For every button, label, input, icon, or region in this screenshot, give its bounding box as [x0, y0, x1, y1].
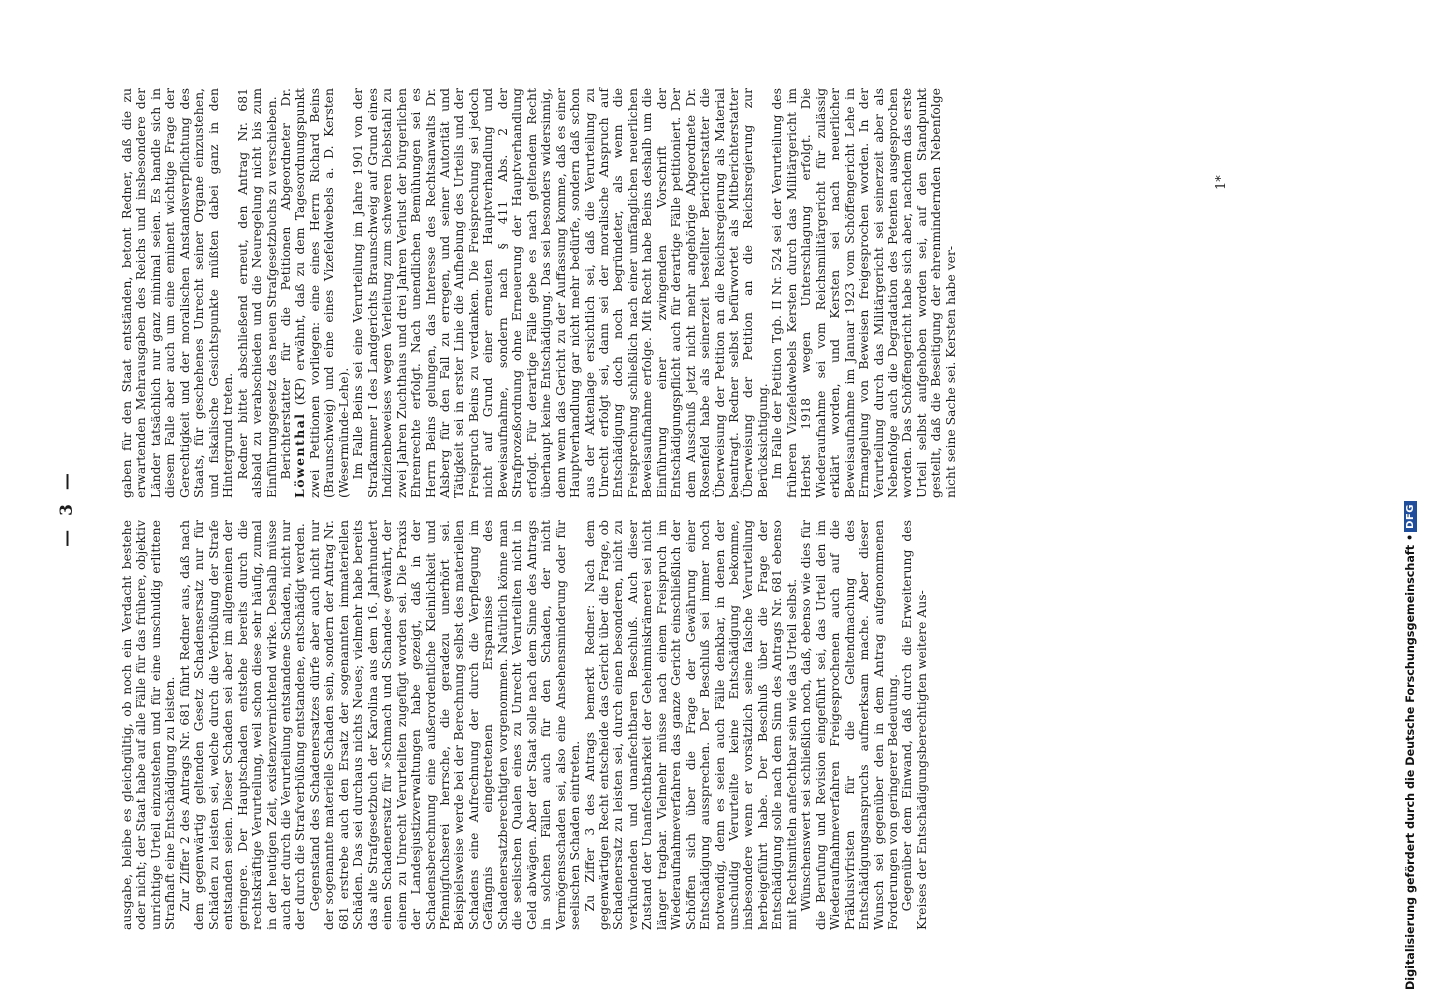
paragraph-intro: Berichterstatter für die Petitionen Abgeordneter Dr.: [277, 88, 293, 480]
paragraph: Zu Ziffer 3 des Antrags bemerkt Redner: Nach dem gegenwärtigen Recht entscheide das Gericht über die Frage, ob Schadenersatz zu leisten sei, durch einen besonderen, nicht zu verkündenden und unanfechtbaren Beschluß. Auch dieser Zustand der Unanfechtbarkeit der Geheimniskrämerei sei nicht länger tragbar. Vielmehr müsse nach einem Freispruch im Wiederaufnahmeverfahren das ganze Gericht einschließlich der Schöffen sich über die Frage der Gewährung einer Entschädigung aussprechen. Der Beschluß sei immer noch notwendig, denn es seien auch Fälle denkbar, in denen der unschuldig Verurteilte keine Entschädigung bekomme, insbesondere wenn er vorsätzlich seine falsche Verurteilung herbeigeführt habe. Der Beschluß über die Frage der Entschädigung solle nach dem Sinn des Antrags Nr. 681 ebenso mit Rechtsmitteln anfechtbar sein wie das Urteil selbst.: [581, 520, 799, 930]
header-dash-left: —: [57, 529, 77, 547]
speaker-name: Löwenthal: [292, 412, 308, 498]
page-number: 3: [57, 504, 77, 516]
left-column: [120, 520, 929, 930]
document-page: [50, 90, 1300, 930]
paragraph: Im Falle Beins sei eine Verurteilung im Jahre 1901 von der Strafkammer I des Landgerichts Braunschweig auf Grund eines Indizienbeweises wegen Verleitung zum schweren Diebstahl zu zwei Jahren Zuchthaus und drei Jahren Verlust der bürgerlichen Ehrenrechte erfolgt. Nach unendlichen Bemühungen sei es Herrn Beins gelungen, das Interesse des Rechtsanwalts Dr. Alsberg für den Fall zu erregen, und seiner Autorität und Tätigkeit sei in erster Linie die Aufhebung des Urteils und der Freispruch Beins zu verdanken. Die Freisprechung sei jedoch nicht auf Grund einer erneuten Hauptverhandlung und Beweisaufnahme, sondern nach § 411 Abs. 2 der Strafprozeßordnung ohne Erneuerung der Hauptverhandlung erfolgt. Für derartige Fälle gebe es nach geltendem Recht überhaupt keine Entschädigung. Das sei besonders widersinnig, denn wenn das Gericht zu der Auffassung komme, daß es einer Hauptverhandlung gar nicht mehr bedürfe, sondern daß schon aus der Aktenlage ersichtlich sei, daß die Verurteilung zu Unrecht erfolgt sei, dann sei der moralische Anspruch auf Entschädigung doch noch begründeter, als wenn die Freisprechung schließlich nach einer umfänglichen neuerlichen Beweisaufnahme erfolge. Mit Recht habe Beins deshalb um die Einführung einer zwingenden Vorschrift der Entschädigungspflicht auch für derartige Fälle petitioniert. Der dem Ausschuß jetzt nicht mehr angehörige Abgeordnete Dr. Rosenfeld habe als seinerzeit bestellter Berichterstatter die Überweisung der Petition an die Reichsregierung als Material beantragt. Redner selbst befürwortet als Mitberichterstatter Überweisung der Petition an die Reichsregierung zur Berücksichtigung.: [350, 88, 770, 498]
digitization-notice: [1404, 501, 1417, 990]
paragraph: [279, 88, 351, 498]
header-dash-right: —: [57, 473, 77, 491]
paragraph: Gegenüber dem Einwand, daß durch die Erweiterung des Kreises der Entschädigungsberechtigten weitere Aus-: [899, 520, 929, 930]
dfg-logo: DFG: [1404, 501, 1417, 532]
paragraph-rest: (KP) erwähnt, daß zu dem Tagesordnungspunkt zwei Petitionen vorliegen: eine eines Herrn Richard Beins (Braunschweig) und eine eines Vizefeldwebels a. D. Kersten (Wesermünde-Lehe).: [292, 88, 351, 498]
paragraph: Zur Ziffer 2 des Antrags Nr. 681 führt Redner aus, daß nach dem gegenwärtig geltenden Gesetz Schadensersatz nur für Schäden zu leisten sei, welche durch die Verbüßung der Strafe entstanden seien. Dieser Schaden sei aber im allgemeinen der geringere. Der Hauptschaden entstehe bereits durch die rechtskräftige Verurteilung, weil schon diese sehr häufig, zumal in der heutigen Zeit, existenzvernichtend wirke. Deshalb müsse auch der durch die Verurteilung entstandene Schaden, nicht nur der durch die Strafverbüßung entstandene, entschädigt werden.: [176, 520, 308, 930]
digitization-text: Digitalisierung gefördert durch die Deutsche Forschungsgemeinschaft •: [1404, 533, 1417, 990]
paragraph: gaben für den Staat entständen, betont Redner, daß die zu erwartenden Mehrausgaben des Reichs und insbesondere der Länder tatsächlich nur ganz minimal seien. Es handle sich in diesem Falle aber auch um eine eminent wichtige Frage der Gerechtigkeit und der moralischen Anstandsverpflichtung des Staats, für geschehenes Unrecht seiner Organe einzustehen, und fiskalische Gesichtspunkte müßten dabei ganz in den Hintergrund treten.: [119, 88, 236, 498]
right-column: [120, 88, 958, 498]
sheet-signature: 1*: [1214, 175, 1229, 190]
paragraph: ausgabe, bleibe es gleichgültig, ob noch ein Verdacht bestehe oder nicht; der Staat habe auf alle Fälle für das frühere, objektiv unrichtige Urteil einzustehen und für eine unschuldig erlittene Strafhaft eine Entschädigung zu leisten.: [119, 520, 178, 930]
paragraph: Redner bittet abschließend erneut, den Antrag Nr. 681 alsbald zu verabschieden und die Neuregelung nicht bis zum Einführungsgesetz des neuen Strafgesetzbuchs zu verschieben.: [234, 88, 279, 498]
paragraph: Gegenstand des Schadenersatzes dürfe aber auch nicht nur der sogenannte materielle Schaden sein, sondern der Antrag Nr. 681 erstrebe auch den Ersatz der sogenannten immateriellen Schäden. Das sei durchaus nichts Neues; vielmehr habe bereits das alte Strafgesetzbuch der Karolina aus dem 16. Jahrhundert einen Schadenersatz für »Schmach und Schande« gewährt, der einem zu Unrecht Verurteilten zugefügt worden sei. Die Praxis der Landesjustizverwaltungen habe gezeigt, daß in der Schadensberechnung eine außerordentliche Kleinlichkeit und Pfennigfuchserei herrsche, die geradezu unerhört sei. Beispielsweise werde bei der Berechnung selbst des materiellen Schadens eine Aufrechnung der durch die Verpflegung im Gefängnis eingetretenen Ersparnisse des Schadenersatzberechtigten vorgenommen. Natürlich könne man die seelischen Qualen eines zu Unrecht Verurteilten nicht in Geld abwägen. Aber der Staat solle nach dem Sinne des Antrags in solchen Fällen auch für den Schaden, der nicht Vermögensschaden sei, also eine Ansehensminderung oder für seelischen Schaden eintreten.: [306, 520, 583, 930]
paragraph: Im Falle der Petition Tgb. II Nr. 524 sei der Verurteilung des früheren Vizefeldwebels Kersten durch das Militärgericht im Herbst 1918 wegen Unterschlagung erfolgt. Die Wiederaufnahme sei vom Reichsmilitärgericht für zulässig erklärt worden, und Kersten sei nach neuerlicher Beweisaufnahme im Januar 1923 vom Schöffengericht Lehe in Ermangelung von Beweisen freigesprochen worden. In der Verurteilung durch das Militärgericht sei seinerzeit aber als Nebenfolge auch die Degradation des Petenten ausgesprochen worden. Das Schöffengericht habe sich aber, nachdem das erste Urteil selbst aufgehoben worden sei, auf den Standpunkt gestellt, daß die Beseitigung der ehrenmindernden Nebenfolge nicht seine Sache sei. Kersten habe ver-: [769, 88, 958, 498]
paragraph: Wünschenswert sei schließlich noch, daß, ebenso wie dies für die Berufung und Revision eingeführt sei, das Urteil den im Wiederaufnahmeverfahren Freigesprochenen auch auf die Präklusivfristen für die Geltendmachung des Entschädigungsanspruchs aufmerksam mache. Aber dieser Wunsch sei gegenüber den in dem Antrag aufgenommenen Forderungen von geringerer Bedeutung.: [798, 520, 901, 930]
page-header: [57, 90, 77, 930]
